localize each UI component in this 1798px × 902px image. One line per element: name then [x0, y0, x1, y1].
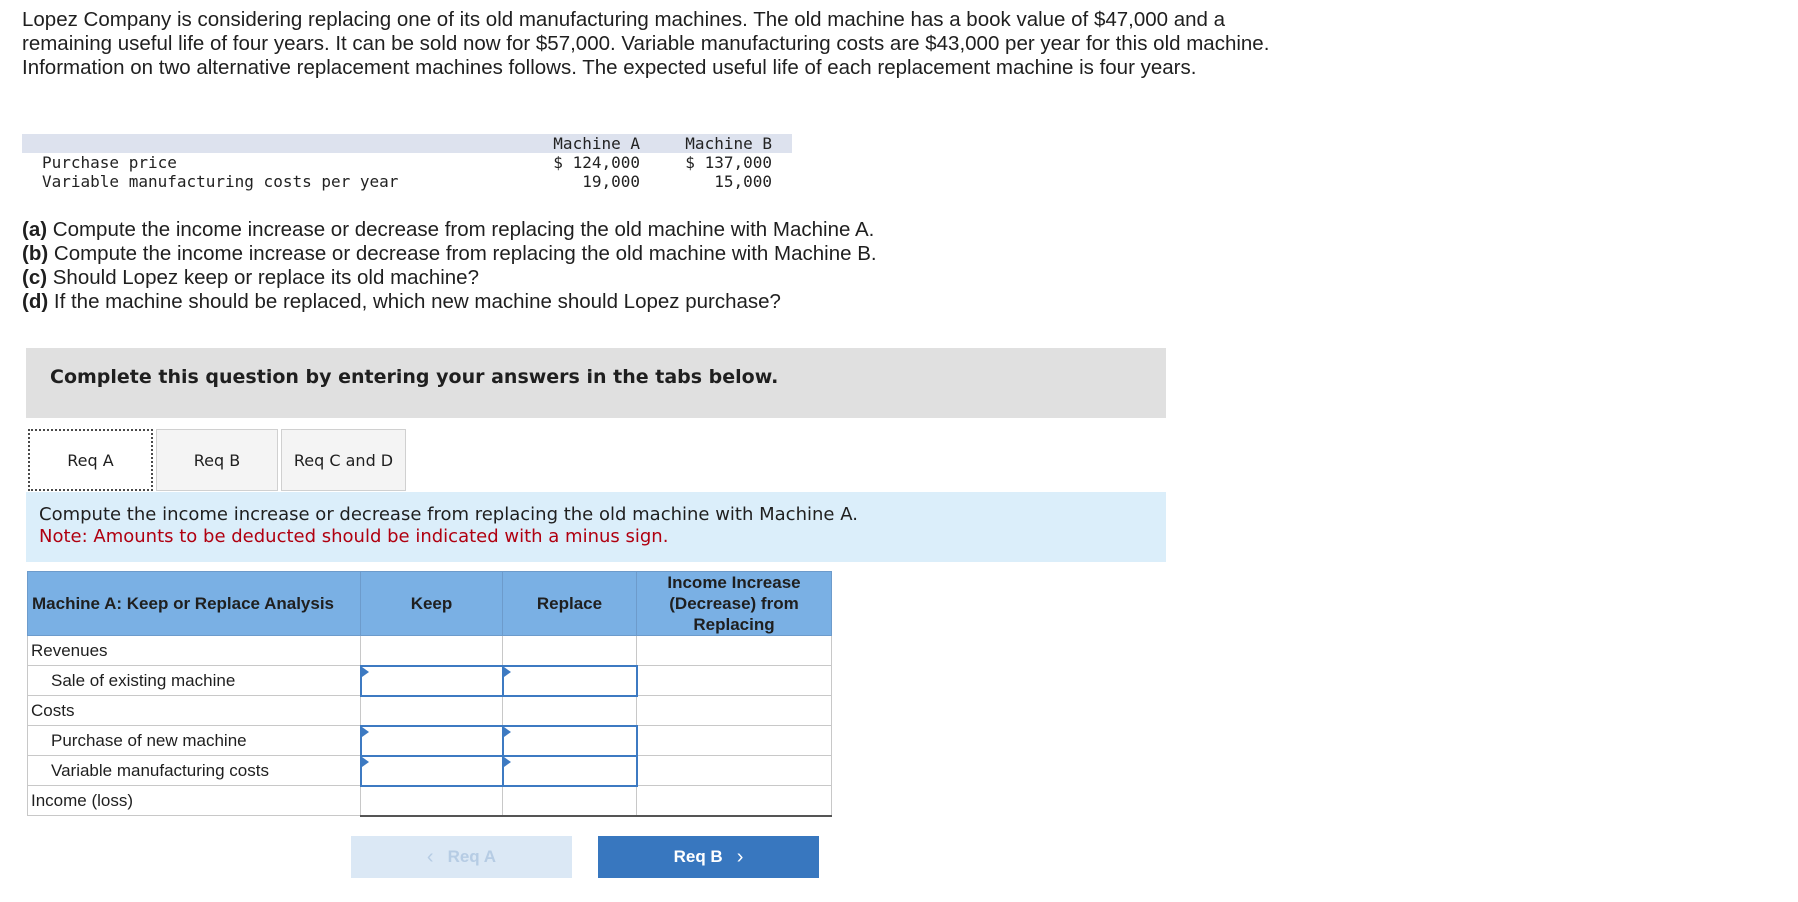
increase-cell-variable: [637, 756, 832, 786]
question-d-tag: (d): [22, 290, 49, 313]
replace-purchase-input[interactable]: [507, 726, 637, 756]
problem-text: Lopez Company is considering replacing one of its old manufacturing machines. The old machine has a book value of $47,000 and a remaining useful life of four years. It can be sold now for $57,000. Variable manufacturing costs are $43,000 per year for this old machine. Information on two alternative replacement machines follows. The expected useful life of each replacement machine is four years.: [22, 8, 1270, 79]
question-a-text: Compute the income increase or decrease from replacing the old machine with Machine A.: [47, 218, 875, 241]
question-list: [22, 218, 877, 314]
keep-replace-table: [27, 571, 832, 817]
col-header-keep: Keep: [361, 572, 503, 636]
info-value-a-variable: 19,000: [582, 172, 640, 191]
info-value-b-variable: 15,000: [714, 172, 772, 191]
replace-cell-income: [503, 786, 637, 816]
increase-cell-revenues: [637, 636, 832, 666]
keep-cell-costs: [361, 696, 503, 726]
row-label-purchase-new: Purchase of new machine: [28, 726, 361, 756]
keep-purchase-input-cell: [361, 726, 503, 756]
replace-sale-existing-input[interactable]: [507, 666, 637, 696]
col-header-analysis: Machine A: Keep or Replace Analysis: [28, 572, 361, 636]
chevron-left-icon: ‹: [426, 845, 434, 868]
machine-info-table: [22, 134, 792, 191]
question-c: [22, 266, 877, 290]
table-row: [28, 666, 832, 696]
tab-req-b[interactable]: Req B: [156, 429, 278, 491]
info-value-a-purchase: $ 124,000: [553, 153, 640, 172]
question-b-tag: (b): [22, 242, 49, 265]
question-a: [22, 218, 877, 242]
question-b-text: Compute the income increase or decrease from replacing the old machine with Machine B.: [48, 242, 877, 265]
info-value-b-purchase: $ 137,000: [685, 153, 772, 172]
col-header-income-increase: Income Increase (Decrease) from Replacing: [637, 572, 832, 636]
instructions-banner: Complete this question by entering your answers in the tabs below.: [26, 348, 1166, 418]
requirement-instruction: [26, 492, 1166, 562]
table-row: [28, 636, 832, 666]
question-d-text: If the machine should be replaced, which new machine should Lopez purchase?: [48, 290, 781, 313]
table-row: [28, 756, 832, 786]
question-c-tag: (c): [22, 266, 48, 289]
increase-cell-purchase: [637, 726, 832, 756]
next-req-button[interactable]: [598, 836, 819, 878]
row-label-variable-costs: Variable manufacturing costs: [28, 756, 361, 786]
info-header-blank: [22, 134, 522, 153]
next-req-label: Req B: [673, 847, 723, 866]
keep-sale-existing-input[interactable]: [365, 666, 503, 696]
keep-cell-revenues: [361, 636, 503, 666]
keep-sale-existing-input-cell: [361, 666, 503, 696]
row-label-income-loss: Income (loss): [28, 786, 361, 816]
col-header-replace: Replace: [503, 572, 637, 636]
question-a-tag: (a): [22, 218, 48, 241]
prev-req-label: Req A: [447, 847, 497, 866]
tab-req-c-and-d[interactable]: Req C and D: [281, 429, 406, 491]
question-b: [22, 242, 877, 266]
table-row: [28, 696, 832, 726]
replace-variable-input[interactable]: [507, 756, 637, 786]
keep-variable-input-cell: [361, 756, 503, 786]
tab-req-a[interactable]: Req A: [28, 429, 153, 491]
keep-cell-income: [361, 786, 503, 816]
increase-cell-costs: [637, 696, 832, 726]
row-label-costs: Costs: [28, 696, 361, 726]
instruction-text: Compute the income increase or decrease from replacing the old machine with Machine A.: [39, 504, 858, 525]
prev-req-button[interactable]: [351, 836, 572, 878]
keep-purchase-input[interactable]: [365, 726, 503, 756]
row-label-revenues: Revenues: [28, 636, 361, 666]
info-label-purchase-price: Purchase price: [42, 153, 177, 172]
question-c-text: Should Lopez keep or replace its old machine?: [47, 266, 479, 289]
replace-purchase-input-cell: [503, 726, 637, 756]
replace-sale-existing-input-cell: [503, 666, 637, 696]
increase-cell-income: [637, 786, 832, 816]
keep-variable-input[interactable]: [365, 756, 503, 786]
replace-cell-revenues: [503, 636, 637, 666]
row-label-sale-existing: Sale of existing machine: [28, 666, 361, 696]
instruction-note: Note: Amounts to be deducted should be indicated with a minus sign.: [39, 526, 669, 547]
table-row: [28, 726, 832, 756]
info-header-machine-b: Machine B: [658, 134, 792, 153]
question-d: [22, 290, 877, 314]
replace-variable-input-cell: [503, 756, 637, 786]
increase-cell-sale-existing: [637, 666, 832, 696]
chevron-right-icon: ›: [736, 845, 744, 868]
table-row: [28, 786, 832, 816]
replace-cell-costs: [503, 696, 637, 726]
info-label-variable-costs: Variable manufacturing costs per year: [42, 172, 399, 191]
info-header-machine-a: Machine A: [522, 134, 658, 153]
